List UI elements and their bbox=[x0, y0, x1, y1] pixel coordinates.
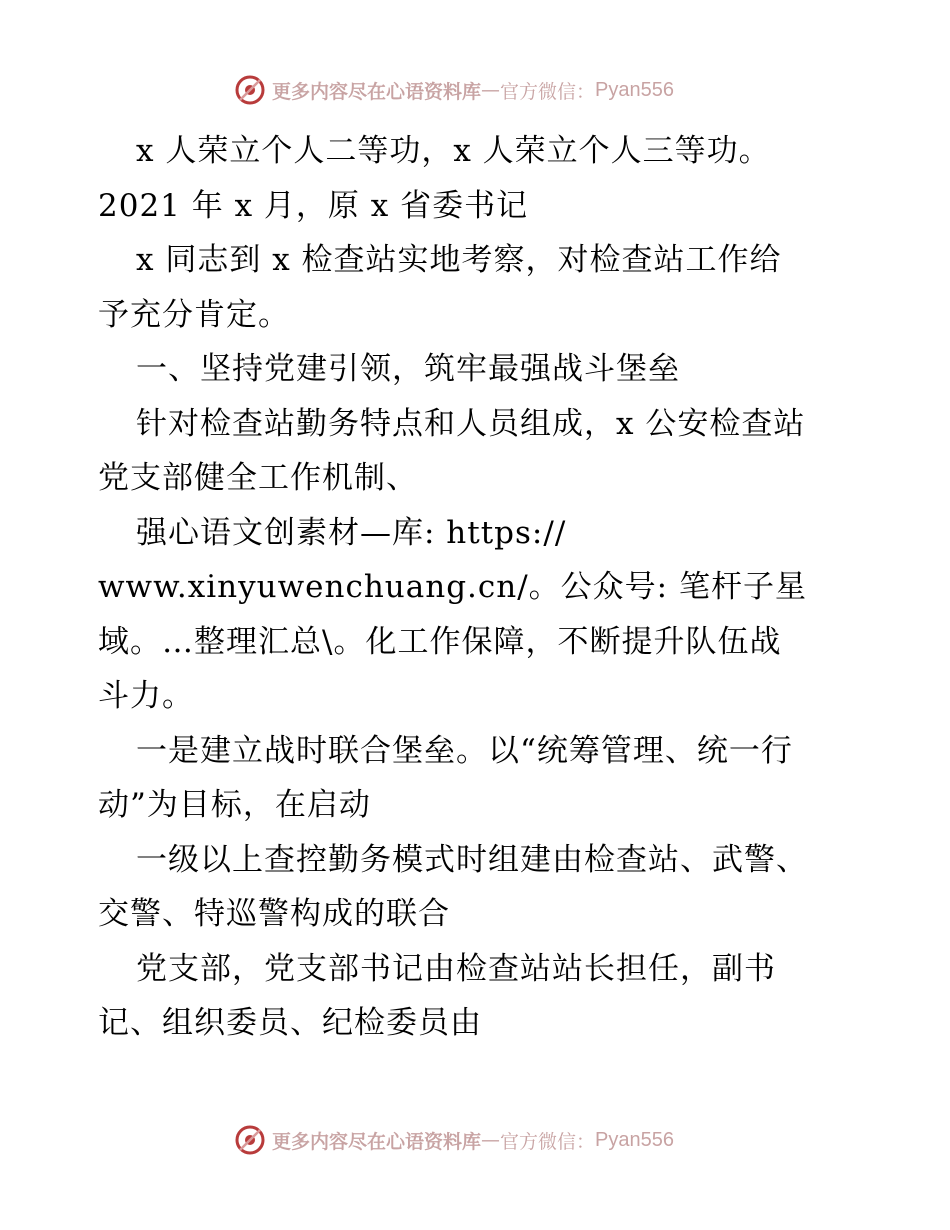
header-separator: — bbox=[481, 79, 501, 101]
body-line-6: 针对检查站勤务特点和人员组成，x 公安检查站 bbox=[136, 405, 806, 442]
header-wechat-id: Pyan556 bbox=[595, 78, 674, 101]
header-banner[interactable] bbox=[234, 70, 754, 110]
body-line-15: 交警、特巡警构成的联合 bbox=[98, 896, 450, 932]
body-line-11: 斗力。 bbox=[98, 678, 194, 714]
body-line-14: 一级以上查控勤务模式时组建由检查站、武警、 bbox=[136, 841, 808, 878]
body-line-9: www.xinyuwenchuang.cn/。公众号: 笔杆子星 bbox=[98, 569, 807, 605]
body-line-2: 2021 年 x 月，原 x 省委书记 bbox=[98, 187, 529, 224]
footer-banner[interactable] bbox=[234, 1120, 754, 1160]
footer-separator: — bbox=[481, 1129, 501, 1151]
footer-brand-text: 更多内容尽在心语资料库 bbox=[272, 1130, 482, 1153]
xinyu-logo-icon bbox=[234, 1124, 266, 1156]
body-line-17: 记、组织委员、纪检委员由 bbox=[98, 1005, 482, 1041]
header-brand-text: 更多内容尽在心语资料库 bbox=[272, 80, 482, 103]
body-line-13: 动”为目标，在启动 bbox=[98, 787, 371, 823]
body-line-12: 一是建立战时联合堡垒。以“统筹管理、统一行 bbox=[136, 732, 793, 769]
section-heading-1: 一、坚持党建引领，筑牢最强战斗堡垒 bbox=[136, 351, 680, 387]
document-body bbox=[98, 124, 858, 1051]
body-line-16: 党支部，党支部书记由检查站站长担任，副书 bbox=[136, 950, 776, 987]
body-line-3: x 同志到 x 检查站实地考察，对检查站工作给 bbox=[136, 242, 782, 278]
body-line-1: x 人荣立个人二等功，x 人荣立个人三等功。 bbox=[136, 133, 771, 169]
body-line-4: 予充分肯定。 bbox=[98, 296, 290, 333]
xinyu-logo-icon bbox=[234, 74, 266, 106]
footer-official-label: 官方微信： bbox=[500, 1130, 596, 1153]
body-line-8: 强心语文创素材—库: https:// bbox=[136, 514, 567, 551]
body-line-7: 党支部健全工作机制、 bbox=[98, 460, 418, 496]
footer-wechat-id: Pyan556 bbox=[595, 1128, 674, 1151]
body-line-10: 域。…整理汇总\。化工作保障，不断提升队伍战 bbox=[98, 623, 782, 660]
header-official-label: 官方微信： bbox=[500, 80, 596, 103]
